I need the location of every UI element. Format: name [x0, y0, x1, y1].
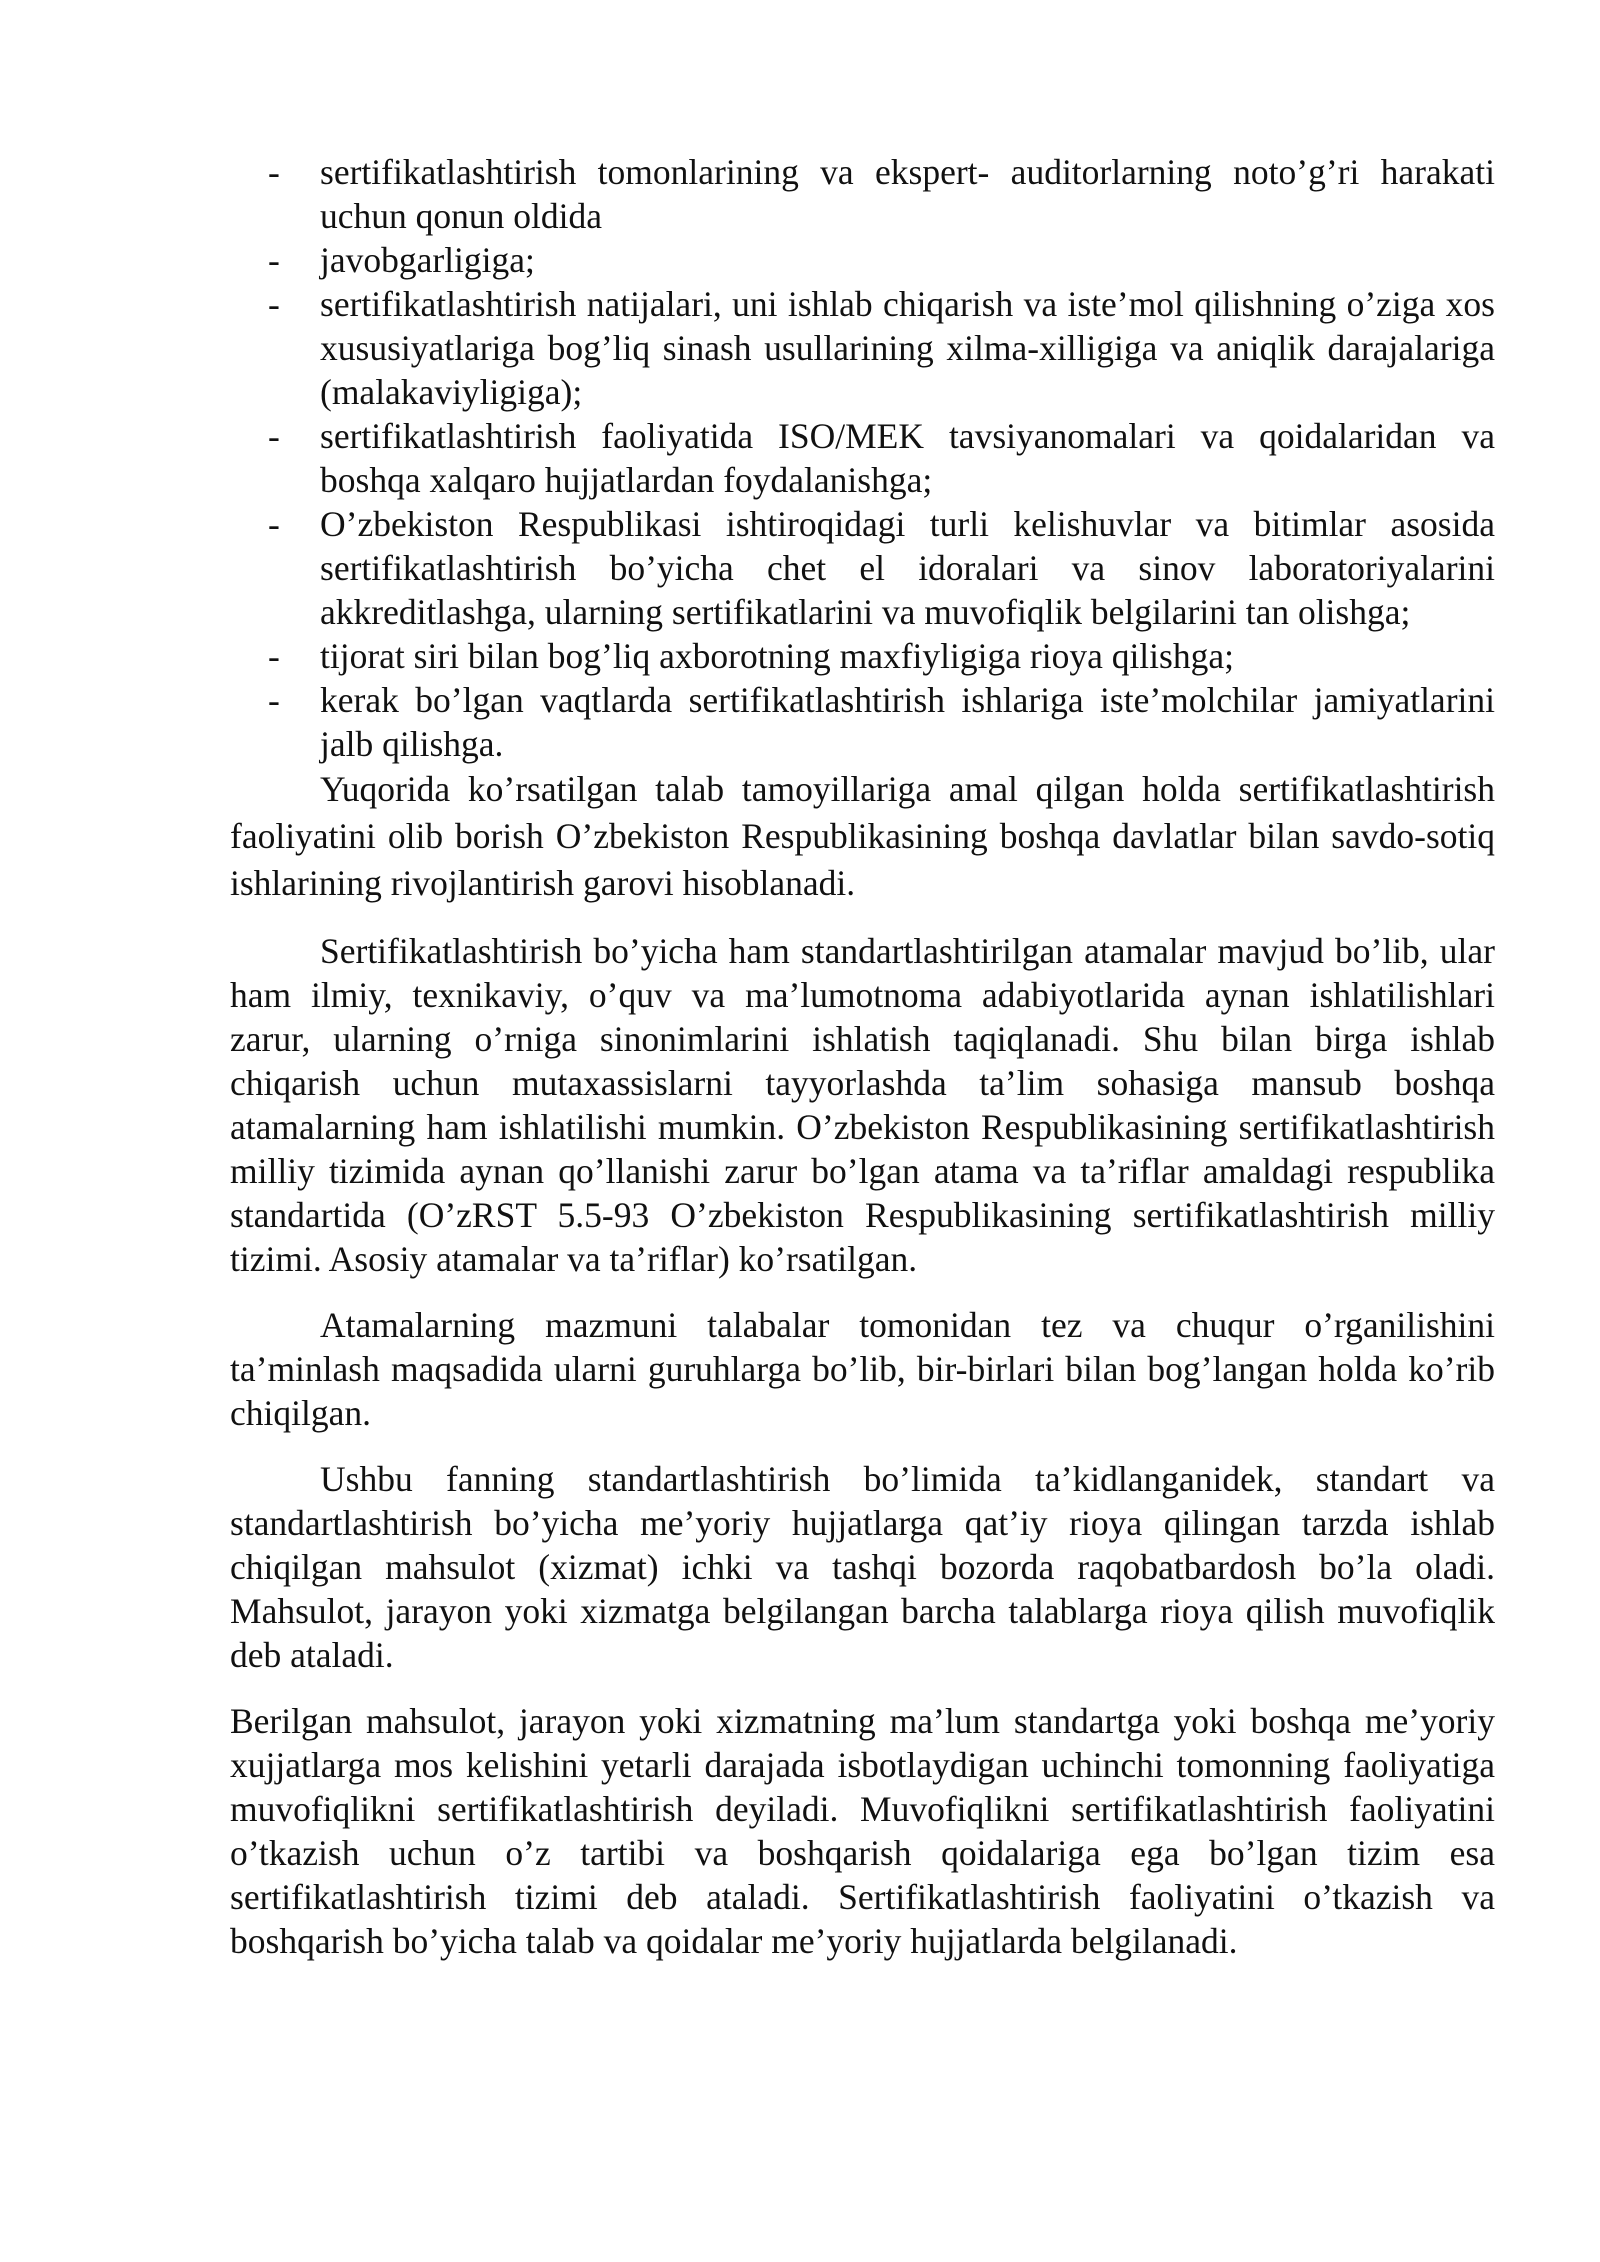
bullet-dash: -: [268, 284, 280, 324]
list-item: [230, 634, 1495, 678]
paragraph-certification-definition: Berilgan mahsulot, jarayon yoki xizmatning ma’lum standartga yoki boshqa me’yoriy xujjatlarga mos kelishini yetarli darajada isbotlaydigan uchinchi tomonning faoliyatiga muvofiqlikni sertifikatlashtirish deyiladi. Muvofiqlikni sertifikatlashtirish faoliyatini o’tkazish uchun o’z tartibi va boshqarish qoidalariga ega bo’lgan tizim esa sertifikatlashtirish tizimi deb ataladi. Sertifikatlashtirish faoliyatini o’tkazish va boshqarish bo’yicha talab va qoidalar me’yoriy hujjatlarda belgilanadi.: [230, 1701, 1495, 1961]
paragraph-terminology: Sertifikatlashtirish bo’yicha ham standartlashtirilgan atamalar mavjud bo’lib, ular ham ilmiy, texnikaviy, o’quv va ma’lumotnoma adabiyotlarida aynan ishlatilishlari zarur, ularning o’rniga sinonimlarini ishlatish taqiqlanadi. Shu bilan birga ishlab chiqarish uchun mutaxassislarni tayyorlashda ta’lim sohasiga mansub boshqa atamalarning ham ishlatilishi mumkin. O’zbekiston Respublikasining sertifikatlashtirish milliy tizimida aynan qo’llanishi zarur bo’lgan atama va ta’riflar amaldagi respublika standartida (O’zRST 5.5-93 O’zbekiston Respublikasining sertifikatlashtirish milliy tizimi. Asosiy atamalar va ta’riflar) ko’rsatilgan.: [230, 931, 1495, 1279]
list-item: [230, 238, 1495, 282]
list-item: [230, 282, 1495, 414]
list-item-text: sertifikatlashtirish tomonlarining va ekspert- auditorlarning noto’g’ri harakati uchun qonun oldida: [320, 152, 1495, 236]
list-item-text: tijorat siri bilan bog’liq axborotning maxfiyligiga rioya qilishga;: [320, 636, 1234, 676]
list-item-text: sertifikatlashtirish natijalari, uni ishlab chiqarish va iste’mol qilishning o’ziga xos xususiyatlariga bog’liq sinash usullarining xilma-xilligiga va aniqlik darajalariga (malakaviyligiga);: [320, 284, 1495, 412]
paragraph-terms-groups: Atamalarning mazmuni talabalar tomonidan tez va chuqur o’rganilishini ta’minlash maqsadida ularni guruhlarga bo’lib, bir-birlari bilan bog’langan holda ko’rib chiqilgan.: [230, 1305, 1495, 1433]
paragraph-intro: Yuqorida ko’rsatilgan talab tamoyillariga amal qilgan holda sertifikatlashtirish faoliyatini olib borish O’zbekiston Respublikasining boshqa davlatlar bilan savdo-sotiq ishlarining rivojlantirish garovi hisoblanadi.: [230, 769, 1495, 903]
list-item-text: kerak bo’lgan vaqtlarda sertifikatlashtirish ishlariga iste’molchilar jamiyatlarini jalb qilishga.: [320, 680, 1495, 764]
document-page: [230, 150, 1495, 1963]
bullet-dash: -: [268, 636, 280, 676]
bullet-dash: -: [268, 680, 280, 720]
list-item: [230, 150, 1495, 238]
list-item: [230, 502, 1495, 634]
bullet-dash: -: [268, 240, 280, 280]
list-item-text: sertifikatlashtirish faoliyatida ISO/MEK tavsiyanomalari va qoidalaridan va boshqa xalqaro hujjatlardan foydalanishga;: [320, 416, 1495, 500]
list-item-text: javobgarligiga;: [320, 240, 535, 280]
list-item: [230, 414, 1495, 502]
bullet-dash: -: [268, 152, 280, 192]
bullet-list: [230, 150, 1495, 766]
list-item-text: O’zbekiston Respublikasi ishtiroqidagi turli kelishuvlar va bitimlar asosida sertifikatlashtirish bo’yicha chet el idoralari va sinov laboratoriyalarini akkreditlashga, ularning sertifikatlarini va muvofiqlik belgilarini tan olishga;: [320, 504, 1495, 632]
list-item: [230, 678, 1495, 766]
bullet-dash: -: [268, 416, 280, 456]
bullet-dash: -: [268, 504, 280, 544]
paragraph-conformity: Ushbu fanning standartlashtirish bo’limida ta’kidlanganidek, standart va standartlashtirish bo’yicha me’yoriy hujjatlarga qat’iy rioya qilingan tarzda ishlab chiqilgan mahsulot (xizmat) ichki va tashqi bozorda raqobatbardosh bo’la oladi. Mahsulot, jarayon yoki xizmatga belgilangan barcha talablarga rioya qilish muvofiqlik deb ataladi.: [230, 1459, 1495, 1675]
